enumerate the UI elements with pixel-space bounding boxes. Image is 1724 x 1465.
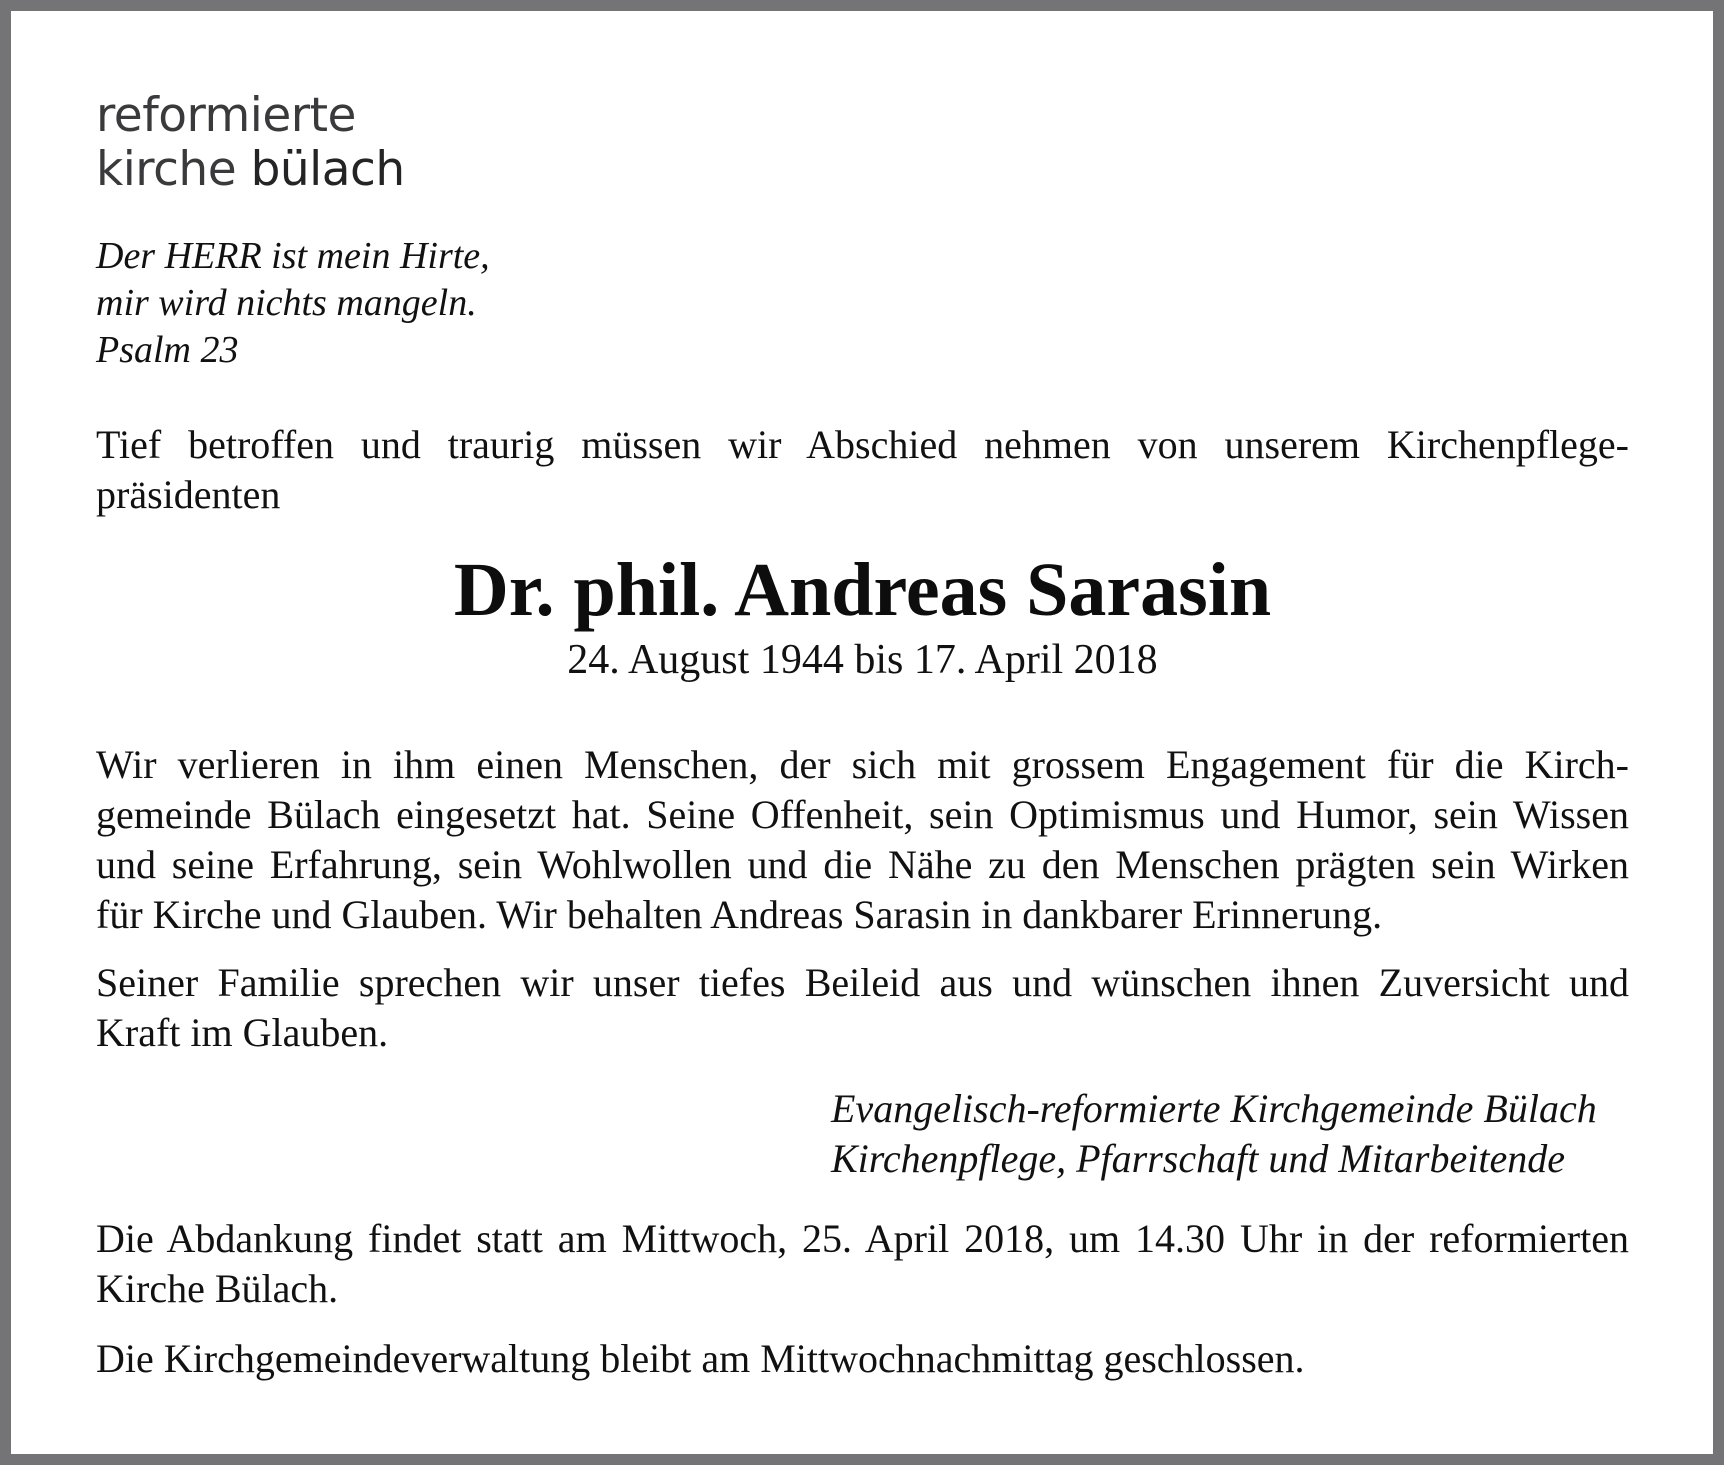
closure-line: Die Kirchgemeindeverwaltung bleibt am Mittwochnachmittag geschlossen.: [96, 1336, 1305, 1381]
psalm-quote: [96, 233, 1629, 374]
logo-word-buelach: bülach: [250, 142, 405, 197]
deceased-dates: 24. August 1944 bis 17. April 2018: [567, 637, 1158, 683]
intro-paragraph: [96, 420, 1629, 520]
quote-line: Der HERR ist mein Hirte,: [96, 235, 490, 277]
logo-line-2: [96, 143, 1629, 197]
obituary-content: [11, 11, 1713, 1454]
funeral-line: Die Abdankung findet statt am Mittwoch, 25. April 2018, um 14.30 Uhr in der reformierten: [96, 1216, 1629, 1261]
condolence-line: Kraft im Glauben.: [96, 1010, 389, 1055]
logo-word-kirche: kirche: [96, 142, 251, 197]
signature-block: [831, 1084, 1629, 1184]
intro-line: Tief betroffen und traurig müssen wir Abschied nehmen von unserem Kirchenpflege-: [96, 422, 1629, 467]
tribute-paragraph: [96, 740, 1629, 940]
tribute-line: Wir verlieren in ihm einen Menschen, der sich mit grossem Engagement für die Kirch-: [96, 742, 1629, 787]
signature-line: Kirchenpflege, Pfarrschaft und Mitarbeitende: [831, 1136, 1565, 1181]
logo-line-1: reformierte: [96, 88, 356, 143]
intro-line: präsidenten: [96, 472, 281, 517]
tribute-line: und seine Erfahrung, sein Wohlwollen und die Nähe zu den Menschen prägten sein Wirken: [96, 842, 1629, 887]
condolence-paragraph: [96, 958, 1629, 1058]
funeral-line: Kirche Bülach.: [96, 1266, 339, 1311]
tribute-line: für Kirche und Glauben. Wir behalten Andreas Sarasin in dankbarer Erinnerung.: [96, 892, 1383, 937]
deceased-name: Dr. phil. Andreas Sarasin: [453, 548, 1272, 632]
tribute-line: gemeinde Bülach eingesetzt hat. Seine Offenheit, sein Optimismus und Humor, sein Wissen: [96, 792, 1629, 837]
quote-line: Psalm 23: [96, 329, 239, 371]
church-logo: [96, 89, 1629, 197]
funeral-info-paragraph: [96, 1214, 1629, 1314]
quote-line: mir wird nichts mangeln.: [96, 282, 477, 324]
signature-line: Evangelisch-reformierte Kirchgemeinde Bülach: [831, 1086, 1597, 1131]
office-closure-paragraph: [96, 1334, 1629, 1384]
condolence-line: Seiner Familie sprechen wir unser tiefes Beileid aus und wünschen ihnen Zuversicht und: [96, 960, 1629, 1005]
